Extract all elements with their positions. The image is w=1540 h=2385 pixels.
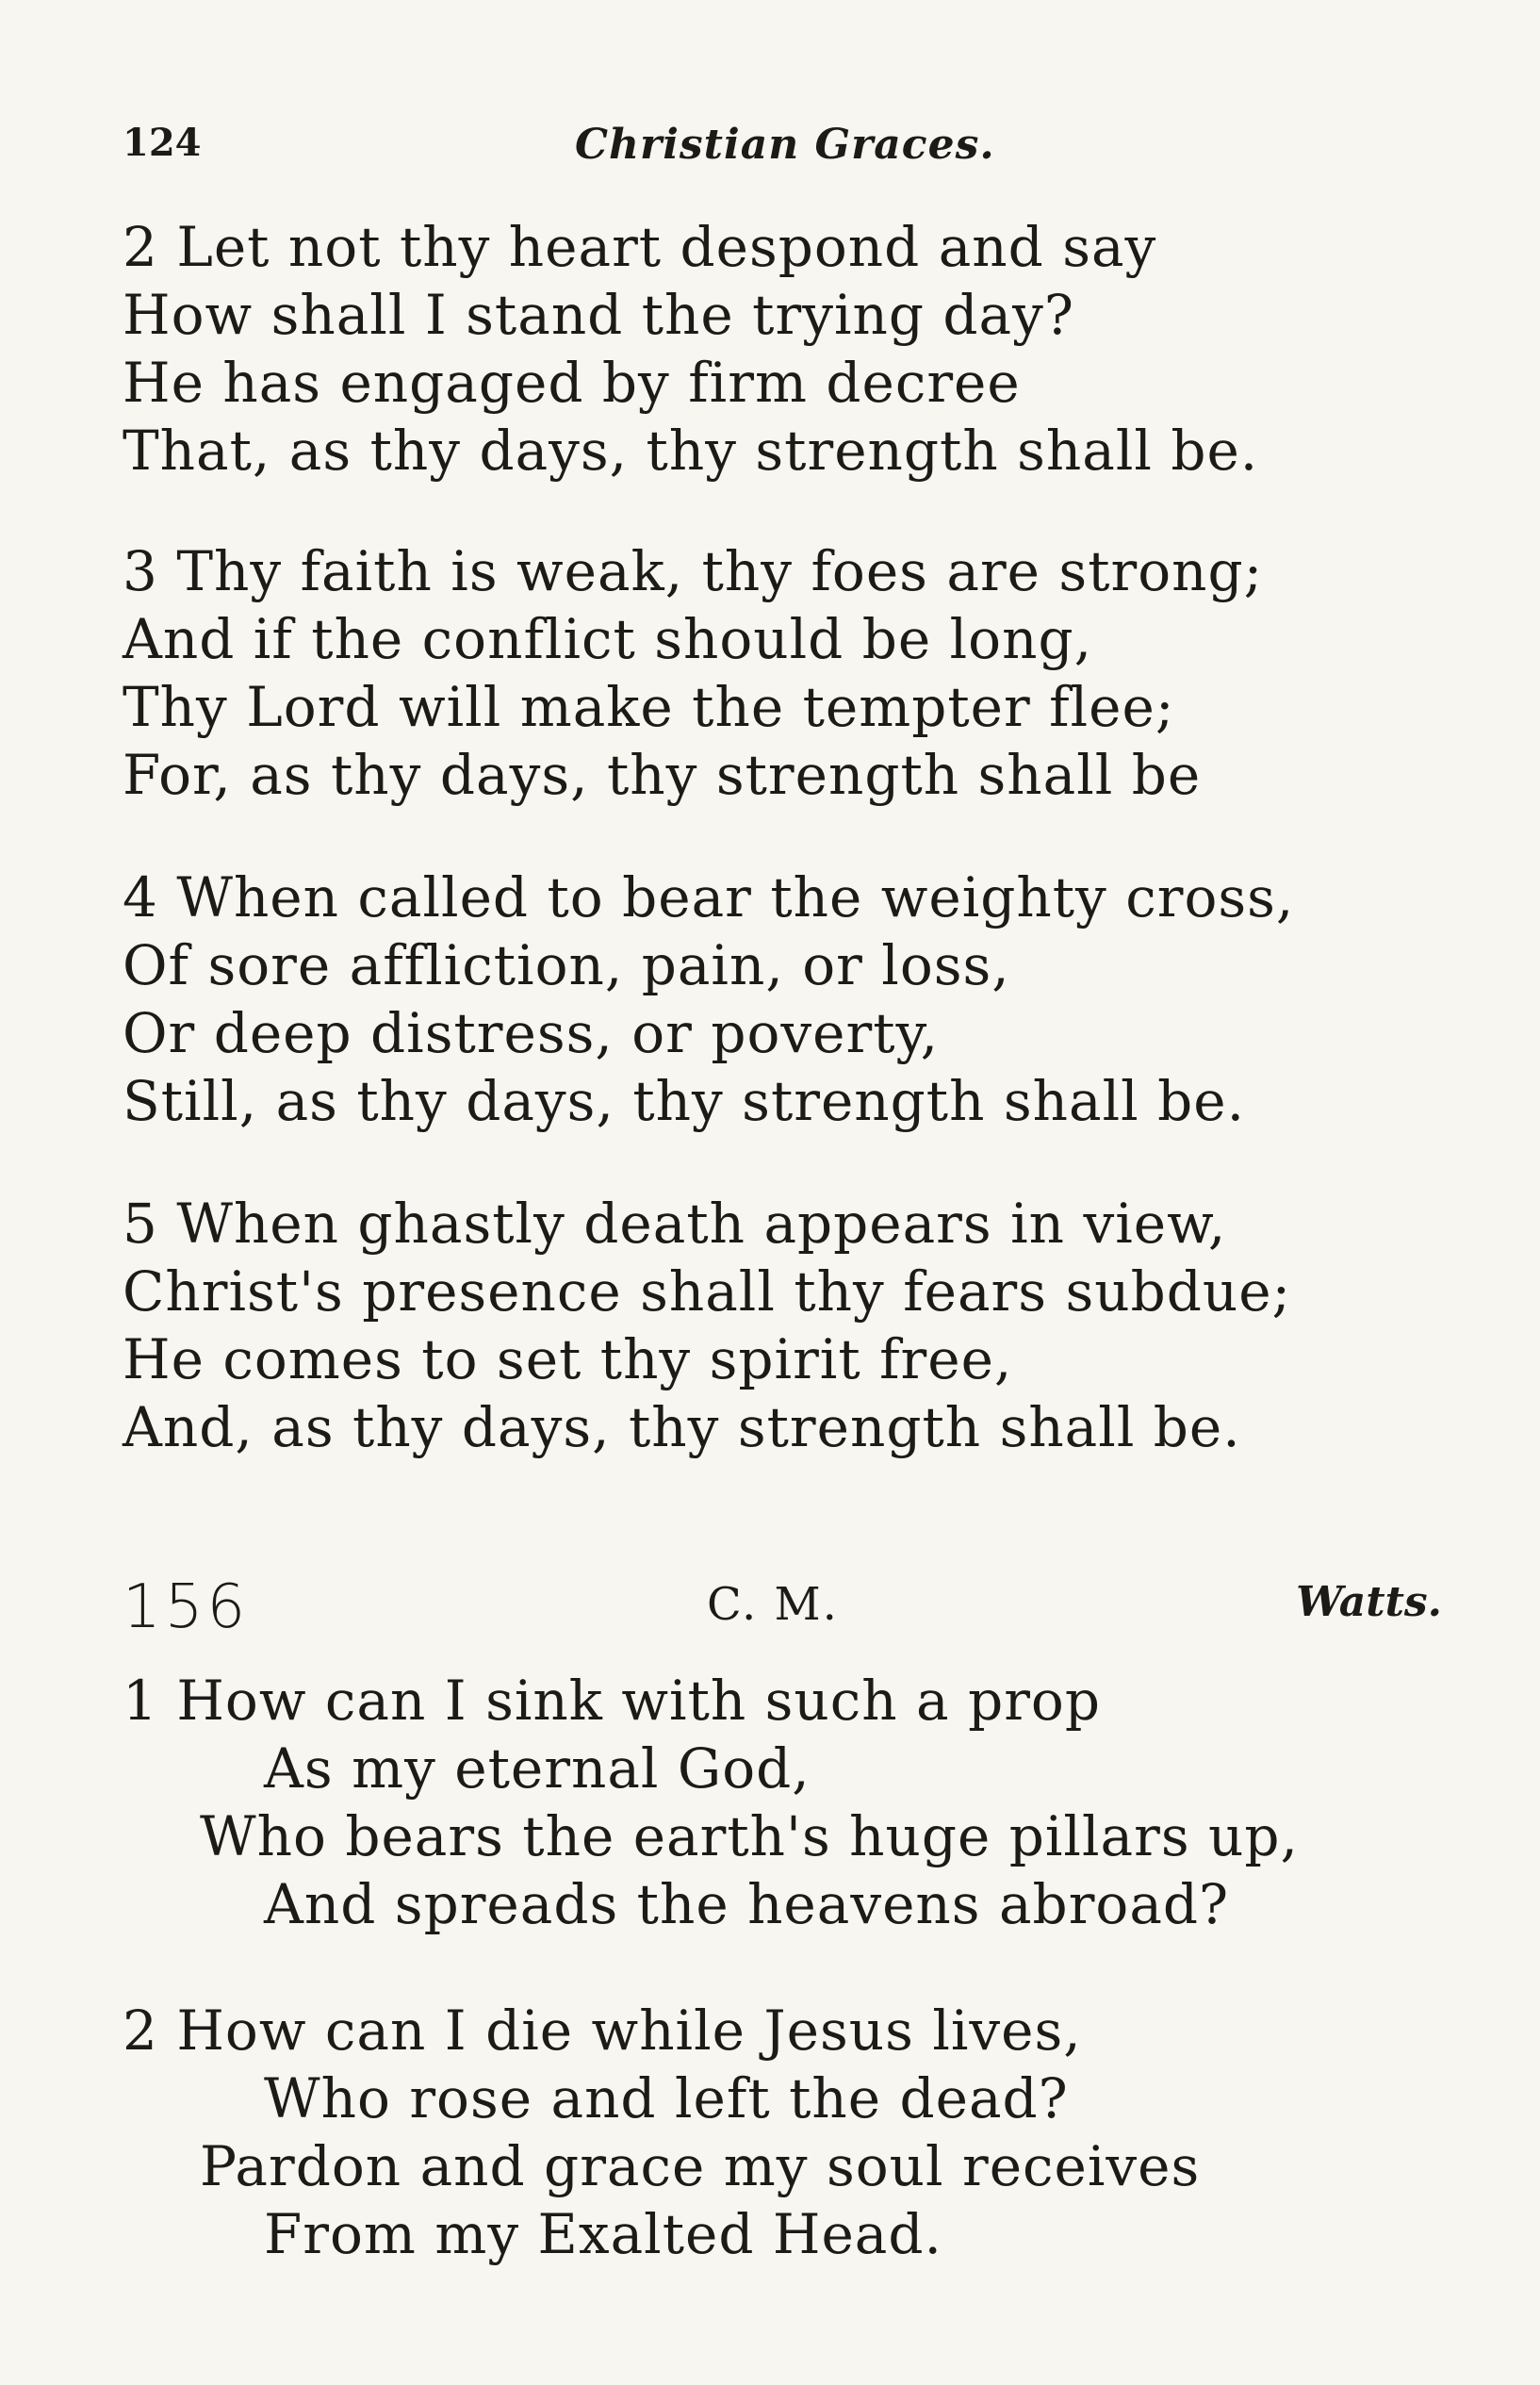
stanza-line: He comes to set thy spirit free, <box>123 1327 1013 1391</box>
page-header <box>123 121 1404 187</box>
hymn-meter: C. M. <box>707 1578 839 1631</box>
stanza-line: Pardon and grace my soul receives <box>200 2134 1201 2198</box>
stanza-line: Of sore affliction, pain, or loss, <box>123 933 1010 997</box>
stanza-line: Or deep distress, or poverty, <box>123 1001 940 1065</box>
stanza-line: And spreads the heavens abroad? <box>264 1872 1230 1936</box>
stanza-line: Who bears the earth's huge pillars up, <box>200 1804 1299 1868</box>
stanza-line: 2 Let not thy heart despond and say <box>123 215 1157 279</box>
stanza-line: And if the conflict should be long, <box>123 607 1093 671</box>
stanza-line: As my eternal God, <box>264 1736 811 1801</box>
stanza-line: That, as thy days, thy strength shall be. <box>123 419 1259 483</box>
page-number: 124 <box>123 121 202 165</box>
stanza-line: Thy Lord will make the tempter flee; <box>123 675 1175 739</box>
stanza-2 <box>123 213 1461 485</box>
stanza-3 <box>123 537 1461 809</box>
stanza-4 <box>123 864 1461 1135</box>
running-head: Christian Graces. <box>575 121 995 169</box>
stanza-line: Christ's presence shall thy fears subdue; <box>123 1259 1292 1324</box>
stanza-line: Still, as thy days, thy strength shall be. <box>123 1069 1246 1133</box>
stanza-line: 3 Thy faith is weak, thy foes are strong; <box>123 539 1264 603</box>
stanza-line: 5 When ghastly death appears in view, <box>123 1192 1227 1256</box>
stanza-line: From my Exalted Head. <box>264 2202 942 2266</box>
stanza-5 <box>123 1190 1461 1461</box>
hymn-156-stanza-2 <box>123 1997 1461 2268</box>
stanza-line: 2 How can I die while Jesus lives, <box>123 1998 1082 2063</box>
hymn-156-stanza-1 <box>123 1667 1461 1938</box>
hymn-author: Watts. <box>1296 1578 1442 1626</box>
stanza-line: He has engaged by firm decree <box>123 351 1021 415</box>
hymn-header <box>123 1572 1442 1648</box>
stanza-line: And, as thy days, thy strength shall be. <box>123 1395 1241 1459</box>
stanza-line: How shall I stand the trying day? <box>123 283 1074 347</box>
stanza-line: 4 When called to bear the weighty cross, <box>123 865 1295 929</box>
stanza-line: Who rose and left the dead? <box>264 2066 1069 2130</box>
hymn-number: 156 <box>123 1572 250 1642</box>
stanza-line: 1 How can I sink with such a prop <box>123 1669 1101 1733</box>
stanza-line: For, as thy days, thy strength shall be <box>123 743 1202 807</box>
